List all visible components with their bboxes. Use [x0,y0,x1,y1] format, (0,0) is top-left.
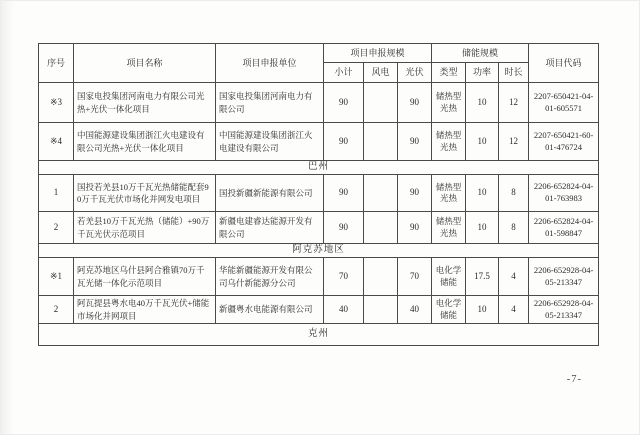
cell-applicant: 新疆电建睿达能源开发有限公司 [216,212,324,244]
header-wind: 风电 [364,63,398,83]
cell-project-name: 中国能源建设集团浙江火电建设有限公司光热+光伏一体化项目 [74,123,216,161]
header-storage-type: 类型 [432,63,466,83]
cell-storage-type: 储热型光热 [432,175,466,212]
cell-wind [364,175,398,212]
cell-wind [364,123,398,161]
cell-pv: 90 [398,123,432,161]
cell-project-name: 阿克苏地区乌什县阿合雅镇70万千瓦光储一体化示范项目 [74,258,216,296]
cell-storage-duration: 4 [499,296,529,324]
cell-storage-type: 储热型光热 [432,123,466,161]
section-row [39,161,599,175]
cell-storage-power: 10 [466,123,499,161]
table-row [39,258,599,296]
cell-storage-type: 电化学储能 [432,296,466,324]
cell-storage-duration: 12 [499,83,529,123]
cell-subtotal: 40 [324,296,364,324]
header-pv: 光伏 [398,63,432,83]
cell-serial: 1 [39,175,74,212]
cell-project-code: 2206-652928-04-05-213347 [529,258,599,296]
cell-project-code: 2207-650421-04-01-605571 [529,83,599,123]
cell-subtotal: 90 [324,175,364,212]
cell-project-name: 阿瓦提县粤水电40万千瓦光伏+储能市场化并网项目 [74,296,216,324]
cell-storage-power: 10 [466,175,499,212]
table-row [39,83,599,123]
cell-project-code: 2206-652824-04-01-763983 [529,175,599,212]
cell-applicant: 国投新疆新能源有限公司 [216,175,324,212]
cell-wind [364,83,398,123]
header-serial: 序号 [39,44,74,83]
cell-applicant: 华能新疆能源开发有限公司乌什新能源分公司 [216,258,324,296]
header-project-name: 项目名称 [74,44,216,83]
cell-storage-type: 电化学储能 [432,258,466,296]
header-storage-power: 功率 [466,63,499,83]
cell-pv: 90 [398,83,432,123]
cell-storage-duration: 4 [499,258,529,296]
cell-subtotal: 90 [324,123,364,161]
cell-project-name: 国投若羌县10万千瓦光热储能配套90万千瓦光伏市场化并网发电项目 [74,175,216,212]
cell-serial: 2 [39,212,74,244]
cell-project-code: 2207-650421-60-01-476724 [529,123,599,161]
cell-subtotal: 90 [324,212,364,244]
section-row [39,244,599,258]
cell-serial: ※4 [39,123,74,161]
section-row [39,324,599,346]
cell-storage-power: 10 [466,296,499,324]
cell-pv: 40 [398,296,432,324]
cell-project-name: 若羌县10万千瓦光热（储能）+90万千瓦光伏示范项目 [74,212,216,244]
cell-pv: 90 [398,212,432,244]
section-label: 克州 [39,324,599,346]
cell-storage-type: 储热型光热 [432,212,466,244]
table-row [39,123,599,161]
cell-storage-duration: 8 [499,212,529,244]
table-row [39,296,599,324]
cell-storage-power: 10 [466,83,499,123]
table-header [39,44,599,83]
header-subtotal: 小计 [324,63,364,83]
section-label: 巴州 [39,161,599,175]
cell-applicant: 中国能源建设集团浙江火电建设有限公司 [216,123,324,161]
cell-storage-type: 储热型光热 [432,83,466,123]
cell-wind [364,212,398,244]
cell-applicant: 新疆粤水电能源有限公司 [216,296,324,324]
cell-wind [364,258,398,296]
cell-storage-power: 17.5 [466,258,499,296]
header-storage-duration: 时长 [499,63,529,83]
cell-project-code: 2206-652824-04-01-598847 [529,212,599,244]
cell-storage-duration: 12 [499,123,529,161]
cell-pv: 70 [398,258,432,296]
table-body [39,83,599,346]
section-label: 阿克苏地区 [39,244,599,258]
project-table-grid [38,43,599,346]
page-number: -7- [566,374,582,385]
cell-storage-duration: 8 [499,175,529,212]
header-project-code: 项目代码 [529,44,599,83]
cell-applicant: 国家电投集团河南电力有限公司 [216,83,324,123]
project-table [38,43,598,346]
table-row [39,212,599,244]
header-group-storage-scale: 储能规模 [432,44,529,63]
cell-project-name: 国家电投集团河南电力有限公司光热+光伏一体化项目 [74,83,216,123]
cell-serial: ※1 [39,258,74,296]
cell-project-code: 2206-652928-04-05-213347 [529,296,599,324]
scan-edge-shadow [0,0,14,435]
cell-serial: 2 [39,296,74,324]
cell-wind [364,296,398,324]
cell-storage-power: 10 [466,212,499,244]
cell-subtotal: 90 [324,83,364,123]
header-group-declared-scale: 项目申报规模 [324,44,432,63]
header-applicant: 项目申报单位 [216,44,324,83]
table-row [39,175,599,212]
cell-serial: ※3 [39,83,74,123]
cell-subtotal: 70 [324,258,364,296]
cell-pv: 90 [398,175,432,212]
